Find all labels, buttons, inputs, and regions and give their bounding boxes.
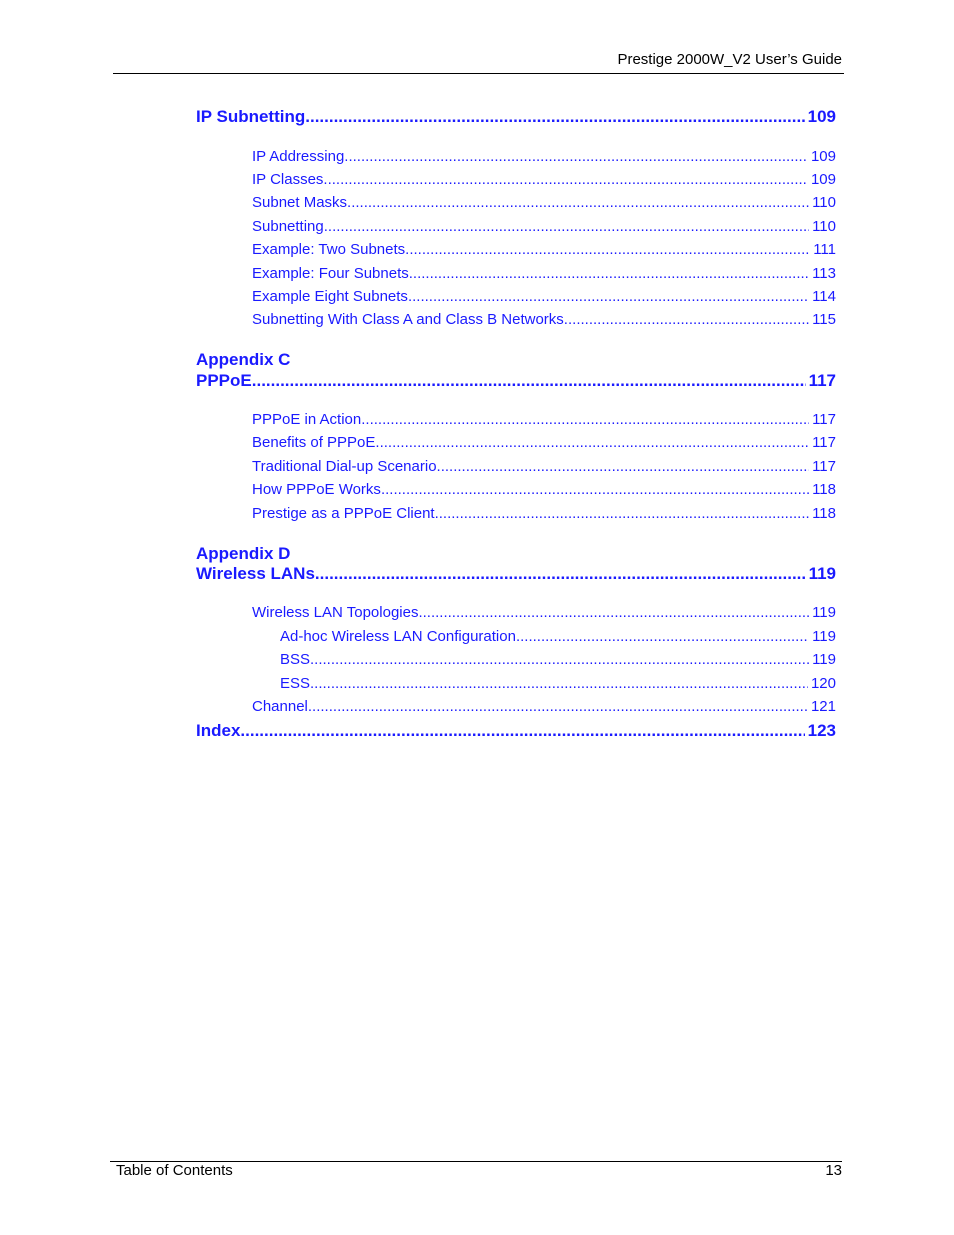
toc-page-number: 110 <box>812 194 836 211</box>
toc-page-number: 119 <box>812 628 836 645</box>
dot-leader <box>240 721 804 741</box>
toc-item[interactable] <box>252 698 836 716</box>
toc-chapter-pppoe[interactable] <box>196 371 836 391</box>
dot-leader <box>305 107 804 127</box>
toc-label: Subnet Masks <box>252 194 348 211</box>
toc-page-number: 121 <box>810 698 836 715</box>
toc-label: IP Classes <box>252 171 324 188</box>
toc-item[interactable] <box>252 411 836 429</box>
toc-page-number: 118 <box>812 481 836 498</box>
toc-item[interactable] <box>252 171 836 189</box>
toc-label: PPPoE <box>196 371 252 390</box>
toc-item[interactable] <box>252 604 836 622</box>
toc-label: Example: Two Subnets <box>252 241 406 258</box>
dot-leader <box>568 311 809 329</box>
dot-leader <box>435 505 809 523</box>
toc-page-number: 117 <box>812 458 836 475</box>
toc-item[interactable] <box>252 311 836 329</box>
header-divider <box>113 73 844 74</box>
toc-label: ESS <box>280 675 311 692</box>
toc-page-number: 117 <box>812 411 836 428</box>
toc-item[interactable] <box>252 288 836 306</box>
toc-label: Ad-hoc Wireless LAN Configuration <box>280 628 516 645</box>
dot-leader <box>252 371 806 391</box>
dot-leader <box>375 434 809 452</box>
toc-chapter-index[interactable] <box>196 721 836 741</box>
appendix-d-heading: Appendix D <box>196 544 291 563</box>
toc-page-number: 123 <box>807 721 836 740</box>
dot-leader <box>516 628 809 646</box>
appendix-c-heading: Appendix C <box>196 350 291 369</box>
footer-section-title: Table of Contents <box>116 1162 233 1179</box>
toc-item[interactable] <box>252 458 836 476</box>
dot-leader <box>315 564 806 584</box>
toc-item[interactable] <box>252 265 836 283</box>
toc-label: Example Eight Subnets <box>252 288 408 305</box>
toc-label: Traditional Dial-up Scenario <box>252 458 437 475</box>
toc-item[interactable] <box>252 241 836 259</box>
toc-label: Benefits of PPPoE <box>252 434 376 451</box>
dot-leader <box>310 675 808 693</box>
toc-chapter-ip-subnetting[interactable] <box>196 107 836 127</box>
toc-subitem[interactable] <box>280 675 836 693</box>
dot-leader <box>381 481 809 499</box>
toc-page-number: 119 <box>808 564 836 583</box>
toc-page-number: 114 <box>812 288 836 305</box>
toc-page-number: 115 <box>812 311 836 328</box>
toc-page-number: 109 <box>810 171 836 188</box>
toc-label: IP Addressing <box>252 148 345 165</box>
dot-leader <box>361 411 809 429</box>
dot-leader <box>323 171 808 189</box>
toc-label: Index <box>196 721 241 740</box>
dot-leader <box>405 241 810 259</box>
dot-leader <box>408 288 809 306</box>
toc-subitem[interactable] <box>280 651 836 669</box>
dot-leader <box>437 458 810 476</box>
toc-label: Subnetting With Class A and Class B Networks. <box>252 311 568 328</box>
toc-item[interactable] <box>252 218 836 236</box>
toc-label: Channel <box>252 698 308 715</box>
dot-leader <box>409 265 809 283</box>
toc-subitem[interactable] <box>280 628 836 646</box>
toc-page-number: 117 <box>808 371 836 390</box>
dot-leader <box>324 218 809 236</box>
toc-page-number: 109 <box>810 148 836 165</box>
dot-leader <box>310 651 809 669</box>
toc-page-number: 109 <box>807 107 836 126</box>
dot-leader <box>308 698 808 716</box>
dot-leader <box>344 148 808 166</box>
footer-page-number: 13 <box>825 1162 842 1179</box>
toc-label: BSS <box>280 651 311 668</box>
toc-label: IP Subnetting <box>196 107 306 126</box>
toc-page-number: 111 <box>813 241 836 258</box>
dot-leader <box>347 194 809 212</box>
toc-page-number: 119 <box>812 651 836 668</box>
toc-item[interactable] <box>252 505 836 523</box>
toc-page-number: 119 <box>812 604 836 621</box>
toc-label: Example: Four Subnets <box>252 265 409 282</box>
toc-label: Wireless LANs <box>196 564 315 583</box>
dot-leader <box>418 604 809 622</box>
toc-label: How PPPoE Works <box>252 481 381 498</box>
toc-label: PPPoE in Action <box>252 411 362 428</box>
toc-label: Prestige as a PPPoE Client <box>252 505 435 522</box>
toc-item[interactable] <box>252 481 836 499</box>
toc-page-number: 110 <box>812 218 836 235</box>
toc-chapter-wireless-lans[interactable] <box>196 564 836 584</box>
toc-page-number: 113 <box>812 265 836 282</box>
toc-item[interactable] <box>252 194 836 212</box>
toc-page-number: 120 <box>810 675 836 692</box>
toc-label: Subnetting <box>252 218 324 235</box>
toc-page-number: 117 <box>812 434 836 451</box>
toc-page-number: 118 <box>812 505 836 522</box>
toc-item[interactable] <box>252 148 836 166</box>
toc-item[interactable] <box>252 434 836 452</box>
toc-label: Wireless LAN Topologies <box>252 604 419 621</box>
guide-title: Prestige 2000W_V2 User’s Guide <box>617 51 842 68</box>
